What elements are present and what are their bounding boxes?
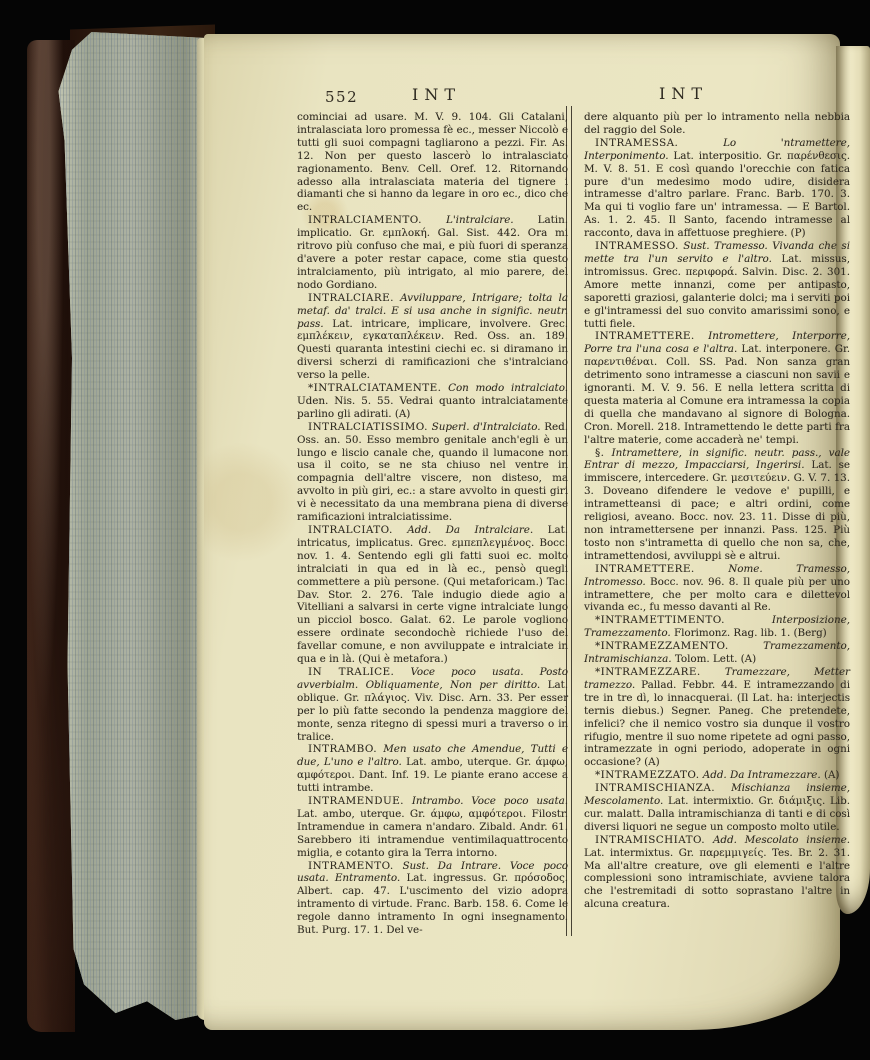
- entry-definition: Mischianza insieme, Mescolamento.: [584, 782, 850, 808]
- dictionary-entry: INTRAMBO. Men usato che Amendue, Tutti e due, L'uno e l'altro. Lat. ambo, uterque. Gr. άμφω, αμφότεροι. Dant. Inf. 19. Le piante erano accese a tutti intrambe.: [297, 743, 568, 795]
- entry-headword: INTRALCIARE.: [308, 291, 394, 304]
- entry-definition: Intromettere, Interporre, Porre tra l'una cosa e l'altra.: [584, 330, 850, 356]
- dictionary-entry: INTRAMESSO. Sust. Tramesso. Vivanda che si mette tra l'un servito e l'altro. Lat. missus, intromissus. Grec. περιφορά. Salvin. Disc. 2. 301. Amore mette innanzi, come per antipasto, saporetti graziosi, galanterie dolci; ma i serviti poi e gl'intramessi del suo convito amarissimi sono, e tutti fiele.: [584, 240, 850, 330]
- entry-headword: *INTRAMEZZARE.: [595, 665, 701, 678]
- entry-headword: *INTRAMEZZAMENTO.: [595, 640, 729, 653]
- entry-headword: INTRAMISCHIATO.: [595, 833, 706, 846]
- entry-headword: §.: [595, 446, 605, 459]
- book-fore-edge-pages: [54, 32, 204, 1020]
- entry-headword: *INTRAMETTIMENTO.: [595, 614, 725, 627]
- entry-headword: INTRALCIAMENTO.: [308, 214, 422, 227]
- dictionary-entry: INTRAMISCHIATO. Add. Mescolato insieme. Lat. intermixtus. Gr. παρεμμιγείς. Tes. Br. 2. 31. Ma all'altre creature, ove gli elementi e l'altre complessioni sono intramischiate, avviene talora che l'estremitadi di sotto soprastano l'altre in alcuna creatura.: [584, 833, 850, 911]
- entry-headword: IN TRALICE.: [308, 665, 395, 678]
- entry-definition: Add. Mescolato insieme.: [712, 833, 850, 846]
- entry-definition: Interposizione, Tramezzamento.: [584, 614, 850, 640]
- continuation-paragraph: cominciai ad usare. M. V. 9. 104. Gli Catalani, intralasciata loro promessa fè ec., messer Niccolò e tutti gli suoi compagni tagliarono a pezzi. Fir. As. 12. Non per questo lascerò lo intralasciato ragionamento. Benv. Cell. Oref. 12. Ritornando adesso alla intralasciata materia del tignere i diamanti che si hanno da legare in oro ec., dico che ec.: [297, 111, 568, 214]
- dictionary-entry: *INTRAMEZZARE. Tramezzare, Metter tramezzo. Pallad. Febbr. 44. E intramezzando di tre in tre dì, lo innacquerai. (Il Lat. ha: interjectis ternis diebus.) Segner. Paneg. Che pretendete, infelici? che il nemico vostro sia dunque il vostro rifugio, mentre il suo nome ripetete ad ogni passo, intramezzate in ogni periodo, adoperate in ogni occasione? (A): [584, 665, 850, 769]
- text-column-right: [584, 111, 850, 911]
- dictionary-entry: *INTRALCIATAMENTE. Con modo intralciato. Uden. Nis. 5. 55. Vedrai quanto intralciatamente parlino gli adirati. (A): [297, 382, 568, 420]
- dictionary-entry: *INTRAMEZZATO. Add. Da Intramezzare. (A): [595, 769, 840, 782]
- dictionary-entry: *INTRAMEZZAMENTO. Tramezzamento, Intramischianza. Tolom. Lett. (A): [584, 640, 850, 666]
- entry-headword: INTRAMENDUE.: [308, 795, 404, 808]
- entry-definition: Tramezzamento, Intramischianza.: [584, 640, 850, 666]
- dictionary-entry: INTRAMENDUE. Intrambo. Voce poco usata. Lat. ambo, uterque. Gr. άμφω, αμφότεροι. Filostr. Intramendue in camera n'andaro. Zibald. Andr. 61. Sarebbero iti intramendue ventimilaquattrocento miglia, e cotanto gira la Terra intorno.: [297, 795, 568, 859]
- entry-headword: INTRAMBO.: [308, 743, 378, 756]
- entry-definition: Sust. Tramesso. Vivanda che si mette tra l'un servito e l'altro.: [584, 240, 850, 265]
- entry-headword: INTRAMISCHIANZA.: [595, 782, 716, 795]
- entry-headword: INTRAMESSA.: [595, 136, 679, 149]
- entry-definition: Avviluppare, Intrigare; tolta la metaf. da' tralci. E si usa anche in signific. neutr. pass.: [297, 291, 568, 330]
- dictionary-entry: *INTRAMETTIMENTO. Interposizione, Tramezzamento. Florimonz. Rag. lib. 1. (Berg): [584, 614, 850, 640]
- dictionary-entry: INTRALCIARE. Avviluppare, Intrigare; tolta la metaf. da' tralci. E si usa anche in signific. neutr. pass. Lat. intricare, implicare, involvere. Grec. εμπλέκειν, εγκαταπλέκειν. Red. Oss. an. 189. Questi quaranta intestini ciechi ec. si diramano in diversi scherzi di ramificazioni che s'intralciano verso la pelle.: [297, 291, 568, 382]
- entry-headword: *INTRALCIATAMENTE.: [308, 382, 442, 395]
- entry-headword: INTRALCIATISSIMO.: [308, 420, 428, 433]
- entry-definition: Superl. d'Intralciato.: [431, 420, 541, 433]
- dictionary-entry: §. Intramettere, in signific. neutr. pass., vale Entrar di mezzo, Impacciarsi, Ingerirsi. Lat. se immiscere, intercedere. Gr. μεσιτεύειν. G. V. 7. 13. 3. Doveano difendere le vedove e' pupilli, e intrametteansi di pace; e altri ordini, come religiosi, aveano. Bocc. nov. 23. 11. Disse di più, non intramettersene per innanzi. Pass. 125. Più tosto non s'intrametta di quello che non sa, che, intramettendosi, avviluppi sè e altrui.: [584, 446, 851, 562]
- continuation-paragraph: dere alquanto più per lo intramento nella nebbia del raggio del Sole.: [584, 111, 850, 136]
- entry-definition: L'intralciare.: [446, 214, 514, 227]
- dictionary-entry: INTRALCIAMENTO. L'intralciare. Latin. implicatio. Gr. εμπλοκή. Gal. Sist. 442. Ora mi ritrovo più confuso che mai, e più fuori di speranza d'avere a poter restar capace, come stia questo intralciamento, più intrigato, al mio parere, del nodo Gordiano.: [297, 214, 568, 291]
- entry-headword: INTRAMETTERE.: [595, 330, 695, 343]
- entry-definition: Add. Da Intramezzare.: [702, 769, 821, 782]
- entry-definition: Men usato che Amendue, Tutti e due, L'uno e l'altro.: [297, 743, 568, 769]
- entry-headword: INTRAMESSO.: [595, 240, 679, 253]
- entry-definition: Tramezzare, Metter tramezzo.: [584, 665, 850, 691]
- entry-headword: INTRAMETTERE.: [595, 562, 695, 575]
- entry-headword: INTRALCIATO.: [308, 524, 393, 536]
- dictionary-entry: INTRAMENTO. Sust. Da Intrare. Voce poco usata. Entramento. Lat. ingressus. Gr. πρόσοδος. Albert. cap. 47. L'uscimento del vizio adopra intramento di virtude. Franc. Barb. 158. 6. Come le regole danno intramento In ogni insegnamento. But. Purg. 17. 1. Del ve-: [297, 859, 568, 937]
- entry-headword: INTRAMENTO.: [308, 859, 394, 872]
- dictionary-entry: INTRAMETTERE. Intromettere, Interporre, Porre tra l'una cosa e l'altra. Lat. interponere. Gr. παρεντιθέναι. Coll. SS. Pad. Non sanza gran detrimento sono intramesse a ciascuni non savii e ignoranti. M. V. 9. 56. E nella lettera scritta di questa materia al Comune era intramessa la copia di quella che mandavano al signore di Bologna. Cron. Morell. 218. Intramettendo le dette parti fra l'altre materie, come accaderà ne' tempi.: [584, 330, 851, 446]
- dictionary-entry: INTRALCIATO. Add. Da Intralciare. Lat. intricatus, implicatus. Grec. εμπεπλεγμένος. Bocc. nov. 1. 4. Sentendo egli gli fatti suoi ec. molto intralciati in qua ed in là ec., pensò quegli commettere a più persone. (Qui metaforicam.) Tac. Dav. Stor. 2. 276. Tale indugio diede agio a' Vitelliani a salvarsi in certe vigne intralciate lungo un picciol bosco. Galat. 62. Le parole vogliono essere ordinate secondochè richiede l'uso del favellar comune, e non avviluppate e intralciate in qua e in là. (Qui è metafora.): [297, 524, 568, 666]
- entry-definition: Con modo intralciato.: [448, 382, 568, 395]
- entry-definition: Lo 'ntramettere, Interponimento.: [584, 136, 850, 162]
- entry-definition: Voce poco usata. Posto avverbialm. Obliquamente, Non per diritto.: [297, 665, 569, 691]
- entry-definition: Intramettere, in signific. neutr. pass., vale Entrar di mezzo, Impacciarsi, Ingerirsi.: [584, 446, 851, 472]
- dictionary-entry: INTRAMISCHIANZA. Mischianza insieme, Mescolamento. Lat. intermixtio. Gr. διάμιξις. Lib. cur. malatt. Dalla intramischianza di tanti e di così diversi liquori ne segue un composto molto utile.: [584, 782, 850, 833]
- dictionary-entry: INTRAMESSA. Lo 'ntramettere, Interponimento. Lat. interpositio. Gr. παρένθεσις. M. V. 8. 51. E così quando l'orecchie con fatica pure d'un medesimo modo udire, disidera intramesse d'altro parlare. Franc. Barb. 170. 3. Ma qui ti voglio fare un' intramessa. — E Bartol. As. 1. 2. 45. Il Santo, facendo intramesse al racconto, dava in affettuose preghiere. (P): [584, 136, 850, 240]
- running-title-left: INT: [412, 85, 461, 104]
- dictionary-entry: INTRALCIATISSIMO. Superl. d'Intralciato. Red. Oss. an. 50. Esso membro genitale anch'egli è un lungo e liscio canale che, quando il lumacone non usa il coito, se ne sta chiuso nel ventre in compagnia dell'altre viscere, non disteso, ma avvolto in più giri, ec.: a stare avvolto in questi giri vi è necessitato da una membrana piena di diverse ramificazioni intralciatissime.: [297, 420, 568, 524]
- text-column-left: [297, 111, 568, 937]
- entry-definition: Sust. Da Intrare. Voce poco usata. Entramento.: [297, 859, 568, 885]
- running-title-right: INT: [659, 84, 708, 103]
- entry-headword: *INTRAMEZZATO.: [595, 769, 700, 782]
- entry-definition: Nome. Tramesso, Intromesso.: [584, 562, 850, 588]
- dictionary-entry: INTRAMETTERE. Nome. Tramesso, Intromesso. Bocc. nov. 96. 8. Il quale più per uno intramettere, che per molto cara e dilettevol vivanda ec., fu messo davanti al Re.: [584, 562, 850, 614]
- entry-definition: Intrambo. Voce poco usata.: [411, 795, 568, 808]
- entry-definition: Add. Da Intralciare.: [407, 524, 534, 536]
- dictionary-entry: IN TRALICE. Voce poco usata. Posto avverbialm. Obliquamente, Non per diritto. Lat. oblique. Gr. πλάγιος. Viv. Disc. Arn. 33. Per esser per lo più fatte secondo la pendenza maggiore del monte, senza ritegno di spessi muri a traverso o in tralice.: [297, 665, 569, 743]
- page-number: 552: [325, 88, 359, 106]
